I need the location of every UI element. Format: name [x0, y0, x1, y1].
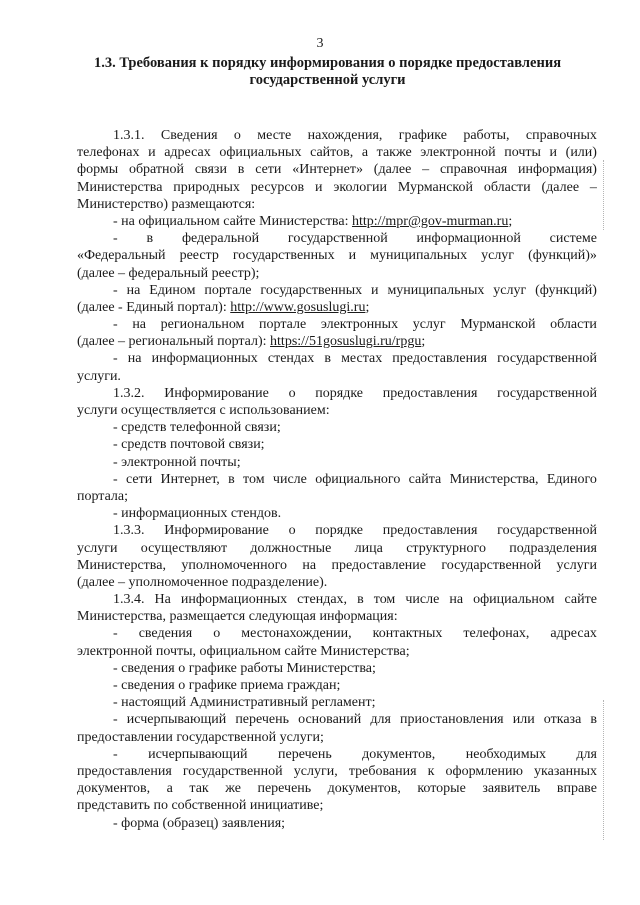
- word: почты: [504, 145, 541, 161]
- text-line: [77, 625, 597, 642]
- line-text: представить по собственной инициативе;: [77, 798, 324, 814]
- word: должностные: [250, 540, 332, 556]
- text-line: [77, 660, 597, 677]
- text-line: [77, 471, 597, 488]
- text-line: [77, 385, 597, 402]
- word: которые: [417, 781, 466, 797]
- line-text: услуги.: [77, 368, 121, 384]
- word: сети: [255, 162, 282, 178]
- word: месте: [257, 128, 292, 143]
- word: государственной: [497, 351, 597, 367]
- text-line: [77, 557, 597, 574]
- text-line: [77, 350, 597, 367]
- word: информационных: [151, 351, 258, 367]
- word: -: [113, 471, 118, 487]
- word: государственных: [260, 282, 363, 298]
- word: на: [449, 592, 464, 608]
- punctuation: ;: [508, 213, 513, 229]
- word: государственной: [497, 385, 597, 401]
- text-line: [77, 608, 597, 625]
- word: отказа: [543, 712, 582, 728]
- text-line: [77, 488, 597, 505]
- word: сайта: [408, 471, 442, 487]
- section-heading: [70, 55, 585, 89]
- line-text: (далее - Единый портал):: [77, 299, 231, 315]
- text-line: [77, 333, 597, 350]
- word: предоставления: [77, 763, 172, 779]
- word: муниципальных: [387, 282, 485, 298]
- word: региональном: [160, 317, 245, 333]
- scan-edge-mark: [603, 700, 604, 840]
- word: и: [148, 145, 156, 161]
- line-text: - средств почтовой связи;: [113, 437, 265, 453]
- word: порядке: [315, 385, 363, 401]
- word: лица: [354, 540, 383, 556]
- word: услуг: [412, 317, 446, 333]
- text-line: [77, 643, 597, 660]
- word: предоставления: [382, 523, 478, 539]
- word: указанных: [534, 763, 597, 779]
- word: предоставление: [331, 557, 426, 573]
- word: муниципальных: [370, 248, 468, 264]
- word: перечень: [235, 712, 290, 728]
- word: Министерства: [77, 179, 163, 195]
- word: -: [113, 626, 118, 642]
- word: -: [113, 317, 118, 333]
- text-line: [77, 677, 597, 694]
- word: государственной: [497, 523, 597, 539]
- word: официальном: [473, 592, 555, 608]
- word: Сведения: [160, 128, 218, 143]
- text-line: [77, 746, 597, 763]
- line-text: (далее – региональный портал):: [77, 334, 271, 350]
- word: том: [243, 471, 265, 487]
- word: исчерпывающий: [126, 712, 227, 728]
- word: сведения: [138, 626, 193, 642]
- word: порядке: [315, 523, 363, 539]
- word: в: [146, 231, 154, 247]
- word: структурного: [406, 540, 486, 556]
- word: сайтов,: [310, 145, 354, 161]
- word: Министерства,: [449, 471, 539, 487]
- word: -: [113, 231, 118, 247]
- word: «Федеральный: [77, 248, 166, 264]
- word: и: [315, 179, 323, 195]
- word: Информирование: [164, 385, 269, 401]
- text-line: [77, 436, 597, 453]
- word: телефонах,: [463, 626, 530, 642]
- word: -: [113, 351, 118, 367]
- word: том: [373, 592, 396, 608]
- word: 1.3.1.: [113, 128, 145, 143]
- url-link[interactable]: http://mpr@gov-murman.ru: [351, 213, 509, 229]
- word: сети: [126, 471, 153, 487]
- word: на: [302, 557, 317, 573]
- word: -: [113, 746, 118, 762]
- word: На: [154, 592, 171, 608]
- word: оформлению: [445, 763, 523, 779]
- word: Мурманской: [460, 317, 536, 333]
- word: необходимых: [465, 746, 546, 762]
- line-text: электронной почты, официальном сайте Министерства;: [77, 643, 410, 659]
- word: в: [324, 351, 331, 367]
- word: контактных: [372, 626, 443, 642]
- word: адресах: [164, 145, 211, 161]
- word: информация): [518, 162, 597, 178]
- word: оснований: [298, 712, 362, 728]
- text-line: [77, 729, 597, 746]
- word: информационной: [416, 231, 521, 247]
- word: 1.3.2.: [113, 385, 145, 401]
- word: услуги,: [293, 763, 338, 779]
- word: государственной: [182, 763, 283, 779]
- word: 1.3.3.: [113, 523, 145, 539]
- word: портале: [204, 282, 252, 298]
- line-text: - электронной почты;: [113, 454, 241, 470]
- line-text: услуги осуществляется с использованием:: [77, 403, 330, 418]
- word: требования: [348, 763, 417, 779]
- text-line: [77, 419, 597, 436]
- text-line: [77, 711, 597, 728]
- word: -: [113, 282, 118, 298]
- word: а: [166, 781, 173, 797]
- word: (функций)»: [528, 248, 597, 264]
- url-link[interactable]: https://51gosuslugi.ru/rpgu: [270, 334, 422, 350]
- text-line: [77, 127, 597, 144]
- text-line: [77, 540, 597, 557]
- word: Едином: [149, 282, 196, 298]
- word: сайте: [564, 592, 597, 608]
- word: на: [127, 351, 142, 367]
- text-line: [77, 179, 597, 196]
- text-line: [77, 196, 597, 213]
- word: –: [589, 179, 597, 195]
- punctuation: ;: [365, 299, 370, 315]
- word: документов,: [77, 781, 151, 797]
- word: телефонах: [77, 145, 140, 161]
- word: официального: [315, 471, 401, 487]
- word: в: [357, 592, 364, 608]
- word: Интернет,: [160, 471, 220, 487]
- word: официальных: [219, 145, 302, 161]
- word: также: [376, 145, 412, 161]
- word: Мурманской: [397, 179, 473, 195]
- word: стендах,: [297, 592, 348, 608]
- word: ресурсов: [250, 179, 305, 195]
- page-number: 3: [316, 36, 324, 51]
- word: Министерства,: [77, 557, 166, 573]
- text-line: [77, 780, 597, 797]
- punctuation: ;: [421, 334, 426, 350]
- word: системе: [549, 231, 597, 247]
- word: справочная: [439, 162, 508, 178]
- word: местонахождении,: [241, 626, 352, 642]
- word: заявитель: [482, 781, 541, 797]
- word: о: [288, 523, 296, 539]
- word: области: [550, 317, 597, 333]
- word: а: [361, 145, 369, 161]
- word: в: [237, 162, 245, 178]
- text-line: [77, 402, 597, 419]
- word: местах: [341, 351, 383, 367]
- word: так: [189, 781, 209, 797]
- word: 1.3.4.: [113, 592, 145, 608]
- word: -: [113, 712, 118, 728]
- word: и: [549, 145, 558, 161]
- text-line: [77, 247, 597, 264]
- word: справочных: [525, 128, 597, 143]
- text-line: [77, 230, 597, 247]
- word: для: [370, 712, 391, 728]
- text-line: [77, 763, 597, 780]
- word: документов,: [327, 781, 401, 797]
- line-text: (далее – уполномоченное подразделение).: [77, 574, 328, 590]
- word: нахождения,: [307, 128, 383, 143]
- word: и: [348, 248, 357, 264]
- line-text: предоставлении государственной услуги;: [77, 729, 324, 745]
- word: осуществляют: [140, 540, 228, 556]
- word: перечень: [278, 746, 332, 762]
- word: формы: [77, 162, 119, 178]
- word: Информирование: [164, 523, 269, 539]
- word: области: [483, 179, 531, 195]
- word: экологии: [333, 179, 387, 195]
- line-text: - форма (образец) заявления;: [113, 815, 286, 831]
- text-line: [77, 316, 597, 333]
- word: электронной: [420, 145, 496, 161]
- word: для: [576, 746, 597, 762]
- text-line: [77, 265, 597, 282]
- word: Единого: [546, 471, 597, 487]
- word: обратной: [128, 162, 185, 178]
- line-text: - сведения о графике работы Министерства;: [113, 660, 376, 676]
- word: (далее: [373, 162, 412, 178]
- word: перечень: [257, 781, 312, 797]
- line-text: (далее – федеральный реестр);: [77, 265, 260, 281]
- word: информационных: [180, 592, 288, 608]
- word: числе: [272, 471, 307, 487]
- word: исчерпывающий: [148, 746, 248, 762]
- word: адресах: [550, 626, 597, 642]
- word: услуги: [556, 557, 597, 573]
- word: портале: [259, 317, 307, 333]
- text-line: [77, 591, 597, 608]
- word: (далее: [541, 179, 580, 195]
- text-line: [77, 522, 597, 539]
- line-text: портала;: [77, 488, 129, 504]
- text-line: [77, 161, 597, 178]
- word: реестр: [179, 248, 219, 264]
- word: услуг: [481, 248, 515, 264]
- section-heading-line: 1.3. Требования к порядку информирования о порядке предоставления: [93, 55, 562, 71]
- word: федеральной: [181, 231, 260, 247]
- word: услуги: [77, 540, 118, 556]
- word: в: [590, 712, 597, 728]
- text-line: [77, 282, 597, 299]
- word: же: [225, 781, 241, 797]
- url-link[interactable]: http://www.gosuslugi.ru: [230, 299, 366, 315]
- word: или: [512, 712, 535, 728]
- word: услуг: [493, 282, 527, 298]
- word: государственной: [441, 557, 542, 573]
- text-line: [77, 815, 597, 832]
- word: государственных: [232, 248, 335, 264]
- word: (функций): [535, 282, 597, 298]
- word: о: [213, 626, 221, 642]
- line-text: - средств телефонной связи;: [113, 420, 281, 436]
- word: вправе: [556, 781, 597, 797]
- word: предоставления: [392, 351, 488, 367]
- line-text: Министерства, размещается следующая информация:: [77, 609, 398, 625]
- line-text: - информационных стендов.: [113, 506, 282, 522]
- line-text: - на официальном сайте Министерства:: [113, 213, 352, 229]
- word: документов,: [362, 746, 436, 762]
- word: связи: [194, 162, 227, 178]
- word: на: [126, 282, 141, 298]
- text-line: [77, 574, 597, 591]
- word: в: [228, 471, 235, 487]
- word: стендах: [267, 351, 315, 367]
- section-heading-line: государственной услуги: [249, 72, 406, 88]
- word: приостановления: [400, 712, 504, 728]
- word: на: [132, 317, 147, 333]
- word: (или): [565, 145, 597, 161]
- word: подразделения: [509, 540, 597, 556]
- text-line: [77, 299, 597, 316]
- word: –: [422, 162, 430, 178]
- word: о: [233, 128, 241, 143]
- word: и: [371, 282, 379, 298]
- word: «Интернет»: [292, 162, 363, 178]
- text-line: [77, 797, 597, 814]
- text-line: [77, 213, 597, 230]
- scan-edge-mark: [603, 160, 604, 230]
- word: предоставления: [382, 385, 478, 401]
- line-text: - настоящий Административный регламент;: [113, 695, 376, 711]
- text-line: [77, 694, 597, 711]
- word: работы,: [463, 128, 510, 143]
- word: государственной: [287, 231, 388, 247]
- text-line: [77, 368, 597, 385]
- word: природных: [173, 179, 240, 195]
- word: уполномоченного: [181, 557, 287, 573]
- word: числе: [405, 592, 440, 608]
- line-text: Министерство) размещаются:: [77, 196, 256, 212]
- word: к: [427, 763, 435, 779]
- text-line: [77, 454, 597, 471]
- word: о: [288, 385, 296, 401]
- document-body: [77, 127, 597, 832]
- text-line: [77, 505, 597, 522]
- word: графике: [398, 128, 447, 143]
- line-text: - сведения о графике приема граждан;: [113, 678, 341, 693]
- word: электронных: [320, 317, 399, 333]
- text-line: [77, 144, 597, 161]
